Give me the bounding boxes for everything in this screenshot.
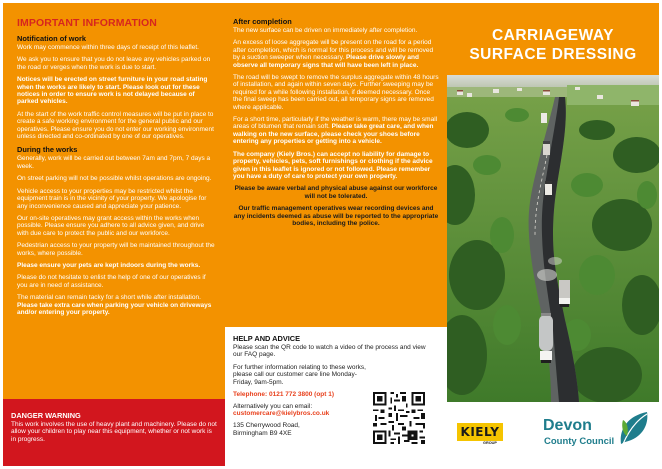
paragraph: Pedestrian access to your property will be maintained throughout the works, where possible.: [17, 242, 215, 257]
paragraph: We ask you to ensure that you do not leave any vehicles parked on the road or verges when the work is due to start.: [17, 56, 211, 71]
text: The material can remain tacky for a short while after installation.: [17, 294, 201, 302]
liability-paragraph: The company (Kiely Bros.) can accept no liability for damage to property, vehicles, pets, soft furnishings or clothing if the advice given in this leaflet is ignored or not followed. Please remember you have a duty of care to protect your own property.: [233, 150, 433, 180]
paragraph-bold: Please ensure your pets are kept indoors during the works.: [17, 261, 201, 269]
cover-title: SURFACE DRESSING: [469, 46, 637, 63]
telephone[interactable]: Telephone: 0121 772 3800 (opt 1): [233, 391, 335, 399]
paragraph: The road will be swept to remove the surplus aggregate within 48 hours of installation, and again within seven days. Further sweeping may be required for a while following installation, if deemed necessary. Once the final sweep has been carried out, all temporary signs are removed where applicable.: [233, 74, 439, 111]
help-text: Please scan the QR code to watch a video of the process and view our FAQ page.: [233, 344, 426, 359]
leaflet: [3, 3, 659, 466]
recording-devices-note: Our traffic management operatives wear recording devices and any incidents deemed as abuse will be reported to the appropriate bodies, including the police.: [233, 205, 439, 227]
paragraph-mixed: [233, 116, 439, 146]
devon-logo-text: Devon: [543, 417, 592, 434]
address-line: 135 Cherrywood Road,: [233, 422, 300, 430]
important-information-title: IMPORTANT INFORMATION: [17, 17, 157, 29]
danger-title: DANGER WARNING: [11, 411, 81, 420]
text: An excess of loose aggregate will be present on the road for a period after completion, which is normal for this process and will be removed by a suction sweeper when necessary.: [233, 39, 434, 62]
text: For a short time, particularly if the weather is warm, there may be small areas of bitumen that remain soft.: [233, 116, 438, 131]
paragraph: Work may commence within three days of receipt of this leaflet.: [17, 44, 199, 51]
devon-leaf-icon: [617, 410, 651, 448]
right-panel: [447, 3, 659, 466]
danger-warning-box: [3, 399, 225, 466]
help-heading: HELP AND ADVICE: [233, 334, 301, 343]
paragraph-mixed: [233, 39, 439, 69]
text-bold: Please drive slowly and observe all temporary signs that will have been left in place.: [233, 54, 419, 69]
email-label: Alternatively you can email:: [233, 403, 313, 411]
paragraph: Vehicle access to your properties may be restricted whilst the equipment train is in the vicinity of your property. We apologise for any inconvenience caused and appreciate your patience.: [17, 187, 207, 210]
paragraph: Our on-site operatives may grant access within the works when possible. Please ensure you adhere to all advice given, and drive with due care to protect the public and our workforce.: [17, 214, 205, 237]
logo-footer: [447, 402, 659, 466]
aerial-road-photo: [447, 75, 659, 402]
left-panel: [3, 3, 225, 466]
help-text: For further information relating to these works, please call our customer care line Monday-Friday, 9am-5pm.: [233, 363, 366, 386]
kiely-logo-sub: GROUP: [483, 441, 497, 445]
paragraph: At the start of the work traffic control measures will be put in place to create a safe working environment for the general public and our operatives. Please ensure you do not enter our working environment unless directed and co-ordinated by one of our operatives.: [17, 110, 214, 141]
qr-code-icon[interactable]: [371, 390, 427, 446]
council-logo-text: County Council: [544, 436, 615, 447]
cover-title: CARRIAGEWAY: [491, 27, 615, 44]
paragraph: Please do not hesitate to enlist the help of one of our operatives if you are in need of assistance.: [17, 274, 206, 289]
text-bold: Please take extra care when parking your vehicle on driveways and/or entering your property.: [17, 301, 212, 316]
after-completion-heading: After completion: [233, 17, 292, 26]
danger-text: This work involves the use of heavy plant and machinery. Please do not allow your children to play near this equipment, whether or not work is in progress.: [11, 421, 217, 443]
middle-panel: [225, 3, 447, 466]
paragraph: Generally, work will be carried out between 7am and 7pm, 7 days a week.: [17, 155, 211, 170]
during-heading: During the works: [17, 145, 78, 155]
kiely-logo: [457, 423, 503, 445]
paragraph-bold: Notices will be erected on street furniture in your road stating when the works are likely to start. Please look out for these notices in order to ensure work is not delayed because of parked vehicles.: [17, 76, 208, 106]
kiely-logo-text: KIELY: [460, 425, 500, 439]
abuse-warning: Please be aware verbal and physical abuse against our workforce will not be tolerated.: [234, 185, 438, 200]
paragraph: On street parking will not be possible whilst operations are ongoing.: [17, 175, 212, 183]
text-bold: Please take great care, and when walking on the new surface, please check your shoes before entering any properties or getting into a vehicle.: [233, 123, 434, 146]
notification-heading: Notification of work: [17, 34, 86, 43]
help-and-advice-box: [225, 327, 447, 466]
email-link[interactable]: customercare@kielybros.co.uk: [233, 410, 330, 418]
paragraph: The new surface can be driven on immediately after completion.: [233, 27, 418, 34]
paragraph-mixed: [17, 294, 215, 316]
address-line: Birmingham B9 4XE: [233, 429, 292, 437]
